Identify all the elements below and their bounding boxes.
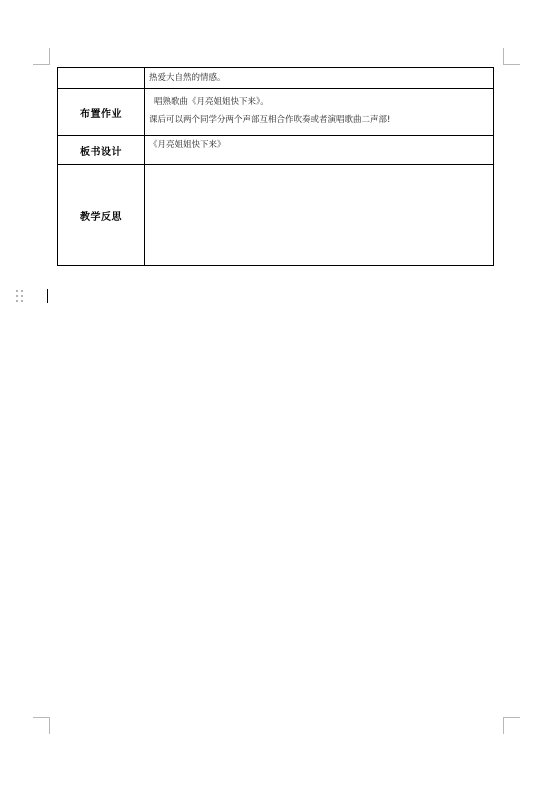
row-content-board-design[interactable] [145, 136, 494, 165]
row-content-reflection[interactable] [145, 165, 494, 266]
paragraph-drag-handle-icon[interactable] [15, 290, 25, 304]
text-cursor [47, 289, 48, 303]
row-content-homework[interactable] [145, 89, 494, 136]
crop-mark-top-right [503, 48, 520, 65]
content-line: 唱熟歌曲《月亮姐姐快下来》。 [154, 97, 269, 107]
lesson-plan-table [57, 67, 494, 266]
row-label-homework[interactable]: 布置作业 [58, 89, 145, 136]
table-row [58, 165, 494, 266]
row-content-cell[interactable] [145, 68, 494, 89]
table-row [58, 136, 494, 165]
content-line: 《月亮姐姐快下来》 [149, 140, 226, 150]
crop-mark-bottom-left [33, 717, 50, 734]
content-line: 课后可以两个同学分两个声部互相合作吹奏或者演唱歌曲二声部! [149, 115, 391, 125]
row-label-cell[interactable] [58, 68, 145, 89]
table-row [58, 68, 494, 89]
row-label-reflection[interactable]: 教学反思 [58, 165, 145, 266]
row-label-board-design[interactable]: 板书设计 [58, 136, 145, 165]
table-row [58, 89, 494, 136]
content-line: 热爱大自然的情感。 [149, 73, 226, 83]
crop-mark-top-left [33, 48, 50, 65]
crop-mark-bottom-right [503, 717, 520, 734]
